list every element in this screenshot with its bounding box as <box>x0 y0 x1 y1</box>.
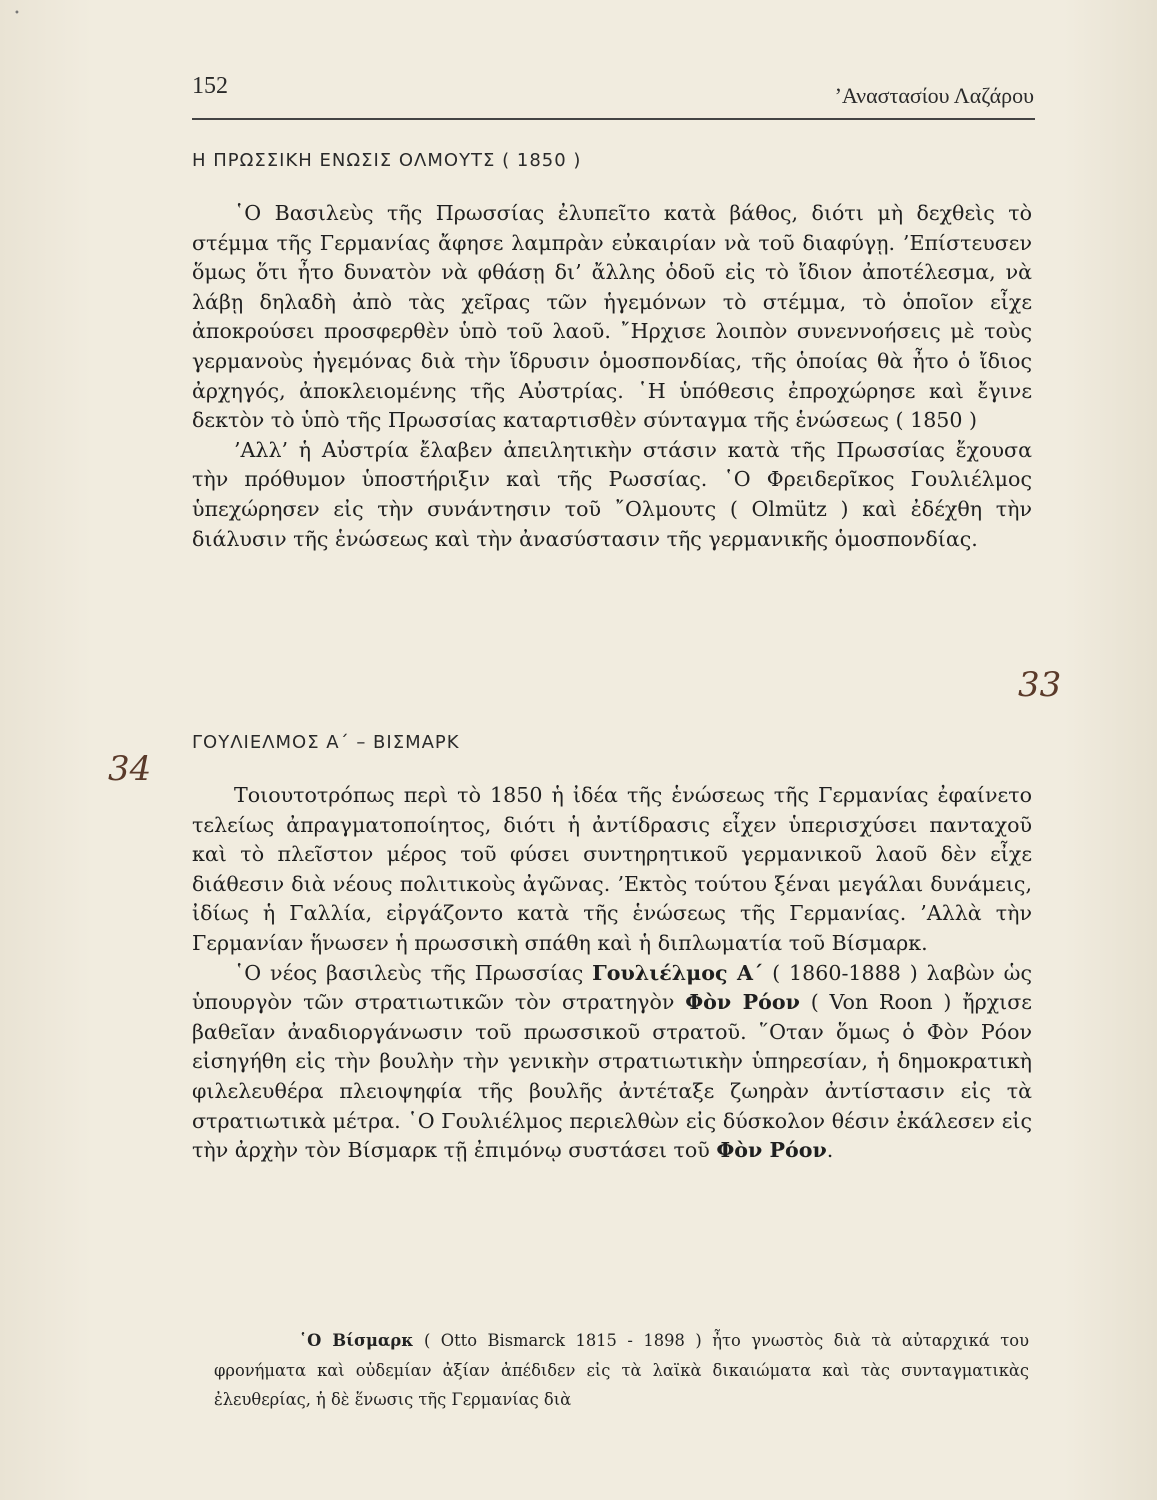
section-heading-wilhelm-bismarck: ΓΟΥΛΙΕΛΜΟΣ Α΄ – ΒΙΣΜΑΡΚ <box>192 732 460 753</box>
text-run: ( Von Roon ) ἤρχισε βαθεῖαν ἀναδιοργάνωσιν τοῦ πρωσσικοῦ στρατοῦ. ῞Οταν ὅμως ὁ Φὸν Ρόον εἰσηγήθη εἰς τὴν βουλὴν τὴν γενικὴν στρατιωτικὴν ὑπηρεσίαν, ἡ δημοκρατικὴ φιλελευθέρα πλειοψηφία τῆς βουλῆς ἀντέταξε ζωηρὰν ἀντίστασιν εἰς τὰ στρατιωτικὰ μέτρα. ῾Ο Γουλιέλμος περιελθὼν εἰς δύσκολον θέσιν ἐκάλεσεν εἰς τὴν ἀρχὴν τὸν Βίσμαρκ τῇ ἐπιμόνῳ συστάσει τοῦ <box>192 990 1032 1163</box>
bold-name-von-roon: Φὸν Ρόον <box>685 990 800 1015</box>
text-run: . <box>826 1138 834 1163</box>
running-title: ’Αναστασίου Λαζάρου <box>834 83 1034 108</box>
footnote <box>214 1326 1029 1415</box>
margin-dot: • <box>14 8 20 19</box>
header-rule <box>192 118 1035 120</box>
section-body-prussian-union <box>192 199 1032 554</box>
section-body-wilhelm-bismarck <box>192 781 1032 1166</box>
paragraph: ’Αλλ’ ἡ Αὐστρία ἔλαβεν ἀπειλητικὴν στάσιν κατὰ τῆς Πρωσσίας ἔχουσα τὴν πρόθυμον ὑποστήριξιν καὶ τῆς Ρωσσίας. ῾Ο Φρειδερῖκος Γουλιέλμος ὑπεχώρησεν εἰς τὴν συνάντησιν τοῦ ῎Ολμουτς ( Olmütz ) καὶ ἐδέχθη τὴν διάλυσιν τῆς ἑνώσεως καὶ τὴν ἀνασύστασιν τῆς γερμανικῆς ὁμοσπονδίας. <box>192 437 1032 551</box>
text-run: ( 1860-1888 ) λαβὼν ὡς ὑπουργὸν τῶν στρατιωτικῶν τὸν στρατηγὸν <box>192 960 1032 1015</box>
bold-name-wilhelm: Γουλιέλμος Α΄ <box>592 960 764 985</box>
section-heading-prussian-union: Η ΠΡΩΣΣΙΚΗ ΕΝΩΣΙΣ ΟΛΜΟΥΤΣ ( 1850 ) <box>192 150 582 171</box>
paragraph: Τοιουτοτρόπως περὶ τὸ 1850 ἡ ἰδέα τῆς ἑνώσεως τῆς Γερμανίας ἐφαίνετο τελείως ἀπραγματοποίητος, διότι ἡ ἀντίδρασις εἶχεν ὑπερισχύσει πανταχοῦ καὶ τὸ πλεῖστον μέρος τοῦ φύσει συντηρητικοῦ γερμανικοῦ λαοῦ δὲν εἶχε διάθεσιν διὰ νέους πολιτικοὺς ἀγῶνας. ’Εκτὸς τούτου ξέναι μεγάλαι δυνάμεις, ἰδίως ἡ Γαλλία, εἰργάζοντο κατὰ τῆς ἑνώσεως τῆς Γερμανίας. ’Αλλὰ τὴν Γερμανίαν ἥνωσεν ἡ πρωσσικὴ σπάθη καὶ ἡ διπλωματία τοῦ Βίσμαρκ. <box>192 783 1032 955</box>
handwritten-page-mark: 33 <box>1018 665 1062 705</box>
footnote-bold-name: ῾Ο Βίσμαρκ <box>299 1331 414 1350</box>
handwritten-margin-mark: 34 <box>108 749 152 789</box>
footnote-text: ( Otto Bismarck 1815 - 1898 ) ἦτο γνωστὸς διὰ τὰ αὐταρχικά του φρονήματα καὶ οὐδεμίαν ἀξίαν ἀπέδιδεν εἰς τὰ λαϊκὰ δικαιώματα καὶ τὰς συνταγματικὰς ἐλευθερίας, ἡ δὲ ἕνωσις τῆς Γερμανίας διὰ <box>214 1331 1029 1409</box>
paragraph: ῾Ο Βασιλεὺς τῆς Πρωσσίας ἐλυπεῖτο κατὰ βάθος, διότι μὴ δεχθεὶς τὸ στέμμα τῆς Γερμανίας ἄφησε λαμπρὰν εὐκαιρίαν νὰ τοῦ διαφύγῃ. ’Επίστευσεν ὅμως ὅτι ἦτο δυνατὸν νὰ φθάσῃ δι’ ἄλλης ὁδοῦ εἰς τὸ ἴδιον ἀποτέλεσμα, νὰ λάβῃ δηλαδὴ ἀπὸ τὰς χεῖρας τῶν ἡγεμόνων τὸ στέμμα, τὸ ὁποῖον εἶχε ἀποκρούσει προσφερθὲν ὑπὸ τοῦ λαοῦ. ῎Ηρχισε λοιπὸν συνεννοήσεις μὲ τοὺς γερμανοὺς ἡγεμόνας διὰ τὴν ἵδρυσιν ὁμοσπονδίας, τῆς ὁποίας θὰ ἦτο ὁ ἴδιος ἀρχηγός, ἀποκλειομένης τῆς Αὐστρίας. ῾Η ὑπόθεσις ἐπροχώρησε καὶ ἔγινε δεκτὸν τὸ ὑπὸ τῆς Πρωσσίας καταρτισθὲν σύνταγμα τῆς ἑνώσεως ( 1850 ) <box>192 201 1032 433</box>
bold-name-von-roon: Φὸν Ρόον <box>716 1138 827 1163</box>
paragraph <box>192 959 1032 1166</box>
text-run: ῾Ο νέος βασιλεὺς τῆς Πρωσσίας <box>234 960 593 985</box>
page-number: 152 <box>192 73 228 99</box>
